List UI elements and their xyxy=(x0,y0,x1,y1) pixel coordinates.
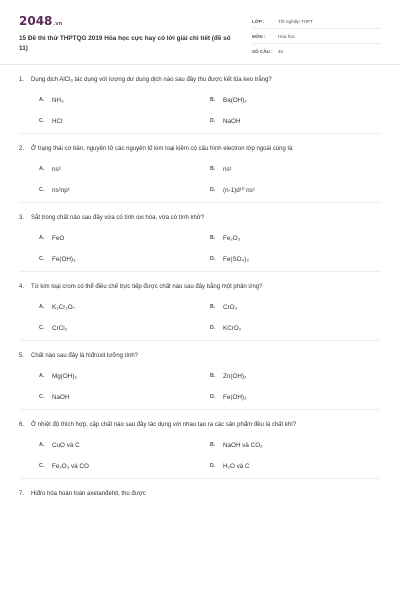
answer-option-b[interactable] xyxy=(210,95,381,105)
answer-option-a[interactable] xyxy=(39,164,210,174)
question-stem xyxy=(19,352,381,361)
question-stem xyxy=(19,145,381,154)
question-number: 4. xyxy=(19,284,25,290)
meta-label: SỐ CÂU : xyxy=(252,48,273,54)
answer-option-b[interactable] xyxy=(210,371,381,381)
option-text: Mg(OH)₂ xyxy=(52,372,77,380)
question-3 xyxy=(19,214,381,272)
answer-options xyxy=(39,371,381,402)
question-divider xyxy=(19,409,381,410)
option-letter: D. xyxy=(210,187,216,193)
option-text: H₂O và C xyxy=(223,462,250,470)
option-text: Fe(OH)₂ xyxy=(223,393,247,401)
answer-option-c[interactable] xyxy=(39,392,210,402)
answer-options xyxy=(39,233,381,264)
answer-option-a[interactable] xyxy=(39,371,210,381)
question-stem xyxy=(19,214,381,223)
option-text: NaOH và CO₂ xyxy=(223,441,263,449)
option-letter: C. xyxy=(39,187,45,193)
meta-row-subject xyxy=(252,29,381,44)
option-letter: A. xyxy=(39,304,45,310)
option-letter: B. xyxy=(210,166,216,172)
question-number: 6. xyxy=(19,422,25,428)
question-number: 3. xyxy=(19,215,25,221)
document-header xyxy=(19,14,381,56)
question-stem xyxy=(19,76,381,85)
answer-option-b[interactable] xyxy=(210,164,381,174)
option-letter: D. xyxy=(210,394,216,400)
answer-options xyxy=(39,440,381,471)
option-text: ns²np¹ xyxy=(52,186,70,194)
question-7 xyxy=(19,490,381,499)
meta-row-class xyxy=(252,14,381,29)
answer-option-b[interactable] xyxy=(210,302,381,312)
option-text: CrO₃ xyxy=(223,303,238,311)
question-text: Ở nhiệt độ thích hợp, cặp chất nào sau đây tác dụng với nhau tạo ra các sản phẩm đều là chất khí? xyxy=(31,422,297,428)
answer-option-d[interactable] xyxy=(210,461,381,471)
answer-option-d[interactable] xyxy=(210,323,381,333)
option-text: Zn(OH)₂ xyxy=(223,372,247,380)
answer-options xyxy=(39,302,381,333)
option-letter: A. xyxy=(39,373,45,379)
question-text: Dung dịch AlCl₃ tác dụng với lượng dư dung dịch nào sau đây thu được kết tủa keo trắng? xyxy=(31,77,272,83)
meta-value: Hóa học xyxy=(278,33,296,39)
answer-option-c[interactable] xyxy=(39,254,210,264)
option-letter: A. xyxy=(39,235,45,241)
option-letter: D. xyxy=(210,256,216,262)
option-letter: B. xyxy=(210,235,216,241)
option-text: FeO xyxy=(52,234,65,242)
option-text: NaOH xyxy=(52,393,70,401)
brand-suffix: .vn xyxy=(53,21,63,27)
brand-name: 2048 xyxy=(19,14,53,28)
answer-option-d[interactable] xyxy=(210,116,381,126)
question-number: 5. xyxy=(19,353,25,359)
option-text: ns² xyxy=(52,165,61,173)
answer-option-a[interactable] xyxy=(39,233,210,243)
answer-option-d[interactable] xyxy=(210,254,381,264)
header-divider xyxy=(0,64,400,65)
question-divider xyxy=(19,133,381,134)
document-meta xyxy=(252,14,381,58)
answer-option-d[interactable] xyxy=(210,392,381,402)
question-divider xyxy=(19,202,381,203)
question-text: Chất nào sau đây là hiđroxit lưỡng tính? xyxy=(31,353,139,359)
option-text: NaOH xyxy=(223,117,241,125)
option-letter: A. xyxy=(39,97,45,103)
brand-logo[interactable] xyxy=(19,14,62,28)
option-letter: A. xyxy=(39,166,45,172)
document-title: 15 Đề thi thử THPTQG 2019 Hóa học cực hay có lời giải chi tiết (đề số 11) xyxy=(19,35,231,52)
answer-option-d[interactable] xyxy=(210,185,381,195)
question-number: 7. xyxy=(19,491,25,497)
answer-option-c[interactable] xyxy=(39,116,210,126)
meta-row-count xyxy=(252,44,381,58)
option-letter: C. xyxy=(39,394,45,400)
option-text: Fe₂O₃ và CO xyxy=(52,462,89,470)
option-text: CuO và C xyxy=(52,441,80,449)
question-divider xyxy=(19,340,381,341)
answer-option-b[interactable] xyxy=(210,233,381,243)
option-letter: A. xyxy=(39,442,45,448)
question-5 xyxy=(19,352,381,410)
question-divider xyxy=(19,478,381,479)
answer-option-c[interactable] xyxy=(39,461,210,471)
option-text: CrCl₃ xyxy=(52,324,68,332)
option-letter: C. xyxy=(39,325,45,331)
option-text: Fe₂O₃ xyxy=(223,234,241,242)
question-number: 2. xyxy=(19,146,25,152)
option-letter: B. xyxy=(210,304,216,310)
question-number: 1. xyxy=(19,77,25,83)
question-6 xyxy=(19,421,381,479)
option-letter: D. xyxy=(210,463,216,469)
option-letter: B. xyxy=(210,442,216,448)
answer-option-a[interactable] xyxy=(39,302,210,312)
answer-options xyxy=(39,164,381,195)
question-text: Ở trạng thái cơ bản, nguyên tử các nguyên tố kim loại kiềm có cấu hình electron lớp ngoài cùng là: xyxy=(31,146,294,152)
option-text: KCrO₂ xyxy=(223,324,242,332)
option-letter: C. xyxy=(39,256,45,262)
option-letter: C. xyxy=(39,463,45,469)
meta-value: Tốt nghiệp THPT xyxy=(278,18,313,24)
meta-value: 40 xyxy=(278,48,284,54)
option-text: Fe(OH)₃ xyxy=(52,255,76,263)
answer-option-a[interactable] xyxy=(39,95,210,105)
option-letter: D. xyxy=(210,118,216,124)
answer-option-a[interactable] xyxy=(39,440,210,450)
answer-options xyxy=(39,95,381,126)
question-text: Sắt trong chất nào sau đây vừa có tính oxi hóa, vừa có tính khử? xyxy=(31,215,205,221)
option-text: Ba(OH)₂ xyxy=(223,96,247,104)
meta-label: LỚP : xyxy=(252,18,265,24)
option-letter: D. xyxy=(210,325,216,331)
question-list xyxy=(19,76,381,499)
answer-option-b[interactable] xyxy=(210,440,381,450)
option-text: Fe(SO₄)₃ xyxy=(223,255,249,263)
question-2 xyxy=(19,145,381,203)
option-letter: B. xyxy=(210,373,216,379)
answer-option-c[interactable] xyxy=(39,323,210,333)
question-4 xyxy=(19,283,381,341)
question-text: Từ kim loại crom có thể điều chế trực tiếp được chất nào sau đây bằng một phản ứng? xyxy=(31,284,263,290)
option-text: (n-1)d¹⁰ ns¹ xyxy=(223,186,255,194)
answer-option-c[interactable] xyxy=(39,185,210,195)
option-text: NH₃ xyxy=(52,96,64,104)
option-text: ns¹ xyxy=(223,165,232,173)
question-divider xyxy=(19,271,381,272)
option-text: K₂Cr₂O₇ xyxy=(52,303,75,311)
option-letter: C. xyxy=(39,118,45,124)
question-stem xyxy=(19,490,381,499)
option-letter: B. xyxy=(210,97,216,103)
question-stem xyxy=(19,421,381,430)
question-stem xyxy=(19,283,381,292)
meta-label: MÔN : xyxy=(252,33,266,39)
question-text: Hiđro hóa hoàn toàn axetanđehit, thu được xyxy=(31,491,146,497)
option-text: HCl xyxy=(52,117,63,125)
question-1 xyxy=(19,76,381,134)
